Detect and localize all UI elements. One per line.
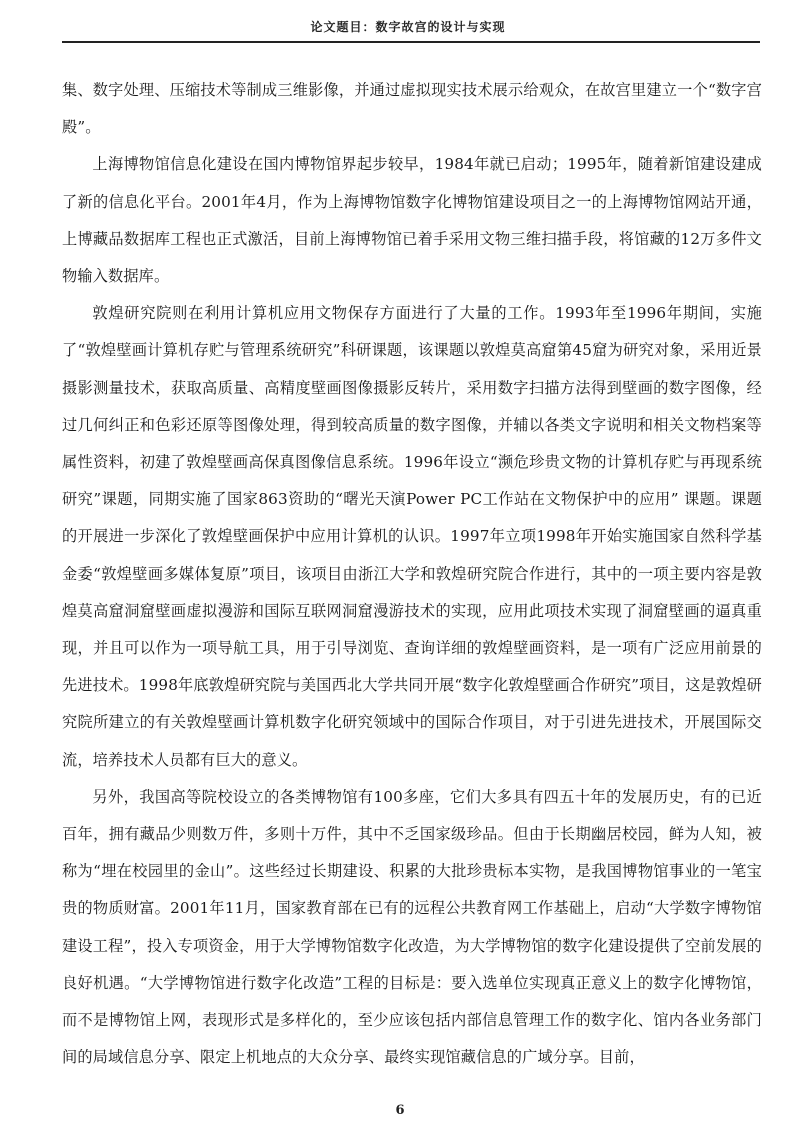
paragraph-1: 集、数字处理、压缩技术等制成三维影像，并通过虚拟现实技术展示给观众，在故宫里建立一个“数字宫殿”。	[62, 81, 762, 137]
header-divider	[62, 41, 760, 43]
page-number: 6	[395, 1103, 405, 1118]
paragraph-3: 敦煌研究院则在利用计算机应用文物保存方面进行了大量的工作。1993年至1996年期间，实施了“敦煌壁画计算机存贮与管理系统研究”科研课题，该课题以敦煌莫高窟第45窟为研究对象，采用近景摄影测量技术，获取高质量、高精度壁画图像摄影反转片，采用数字扫描方法得到壁画的数字图像，经过几何纠正和色彩还原等图像处理，得到较高质量的数字图像，并辅以各类文字说明和相关文物档案等属性资料，初建了敦煌壁画高保真图像信息系统。1996年设立“濒危珍贵文物的计算机存贮与再现系统研究”课题，同期实施了国家863资助的“曙光天演Power PC工作站在文物保护中的应用” 课题。课题的开展进一步深化了敦煌壁画保护中应用计算机的认识。1997年立项1998年开始实施国家自然科学基金委“敦煌壁画多媒体复原”项目，该项目由浙江大学和敦煌研究院合作进行，其中的一项主要内容是敦煌莫高窟洞窟壁画虚拟漫游和国际互联网洞窟漫游技术的实现，应用此项技术实现了洞窟壁画的逼真重现，并且可以作为一项导航工具，用于引导浏览、查询详细的敦煌壁画资料，是一项有广泛应用前景的先进技术。1998年底敦煌研究院与美国西北大学共同开展“数字化敦煌壁画合作研究”项目，这是敦煌研究院所建立的有关敦煌壁画计算机数字化研究领域中的国际合作项目，对于引进先进技术，开展国际交流，培养技术人员都有巨大的意义。	[62, 304, 762, 769]
paragraph-2: 上海博物馆信息化建设在国内博物馆界起步较早，1984年就已启动；1995年，随着新馆建设建成了新的信息化平台。2001年4月，作为上海博物馆数字化博物馆建设项目之一的上海博物馆网站开通，上博藏品数据库工程也正式激活，目前上海博物馆已着手采用文物三维扫描手段，将馆藏的12万多件文物输入数据库。	[62, 155, 762, 286]
running-header-title: 论文题目：数字故宫的设计与实现	[310, 20, 506, 34]
paragraph-4: 另外，我国高等院校设立的各类博物馆有100多座，它们大多具有四五十年的发展历史，有的已近百年，拥有藏品少则数万件，多则十万件，其中不乏国家级珍品。但由于长期幽居校园，鲜为人知，被称为“埋在校园里的金山”。这些经过长期建设、积累的大批珍贵标本实物，是我国博物馆事业的一笔宝贵的物质财富。2001年11月，国家教育部在已有的远程公共教育网工作基础上，启动“大学数字博物馆建设工程”，投入专项资金，用于大学博物馆数字化改造，为大学博物馆的数字化建设提供了空前发展的良好机遇。“大学博物馆进行数字化改造”工程的目标是：要入选单位实现真正意义上的数字化博物馆，而不是博物馆上网，表现形式是多样化的，至少应该包括内部信息管理工作的数字化、馆内各业务部门间的局域信息分享、限定上机地点的大众分享、最终实现馆藏信息的广域分享。目前，	[62, 787, 762, 1067]
body-text	[62, 72, 762, 1076]
